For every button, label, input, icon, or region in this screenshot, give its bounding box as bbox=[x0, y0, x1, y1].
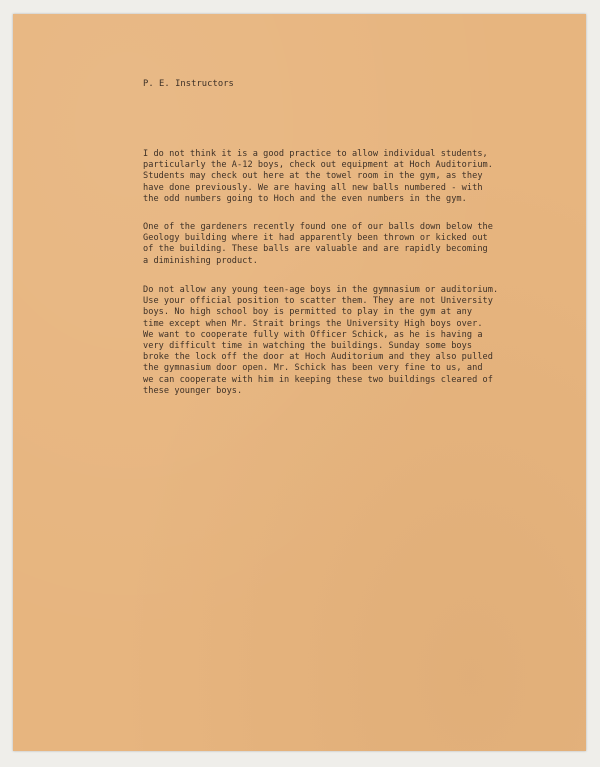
memo-paragraph-2: One of the gardeners recently found one of our balls down below the Geology building where it had apparently been thrown or kicked out of the building. These balls are valuable and are rapidly becoming a diminishing product. bbox=[143, 222, 493, 266]
memo-paragraph-3: Do not allow any young teen-age boys in the gymnasium or auditorium. Use your official position to scatter them. They are not University boys. No high school boy is permitted to play in the gym at any time except when Mr. Strait brings the University High boys over. We want to cooperate fully with Officer Schick, as he is having a very difficult time in watching the buildings. Sunday some boys broke the lock off the door at Hoch Auditorium and they also pulled the gymnasium door open. Mr. Schick has been very fine to us, and we can cooperate with him in keeping these two buildings cleared of these younger boys. bbox=[143, 285, 499, 396]
memo-heading: P. E. Instructors bbox=[143, 79, 234, 89]
memo-paragraph-1: I do not think it is a good practice to allow individual students, particularly the A-12 boys, check out equipment at Hoch Auditorium. Students may check out here at the towel room in the gym, as they have done previously. We are having all new balls numbered - with the odd numbers going to Hoch and the even numbers in the gym. bbox=[143, 149, 493, 204]
document-page bbox=[13, 14, 586, 751]
